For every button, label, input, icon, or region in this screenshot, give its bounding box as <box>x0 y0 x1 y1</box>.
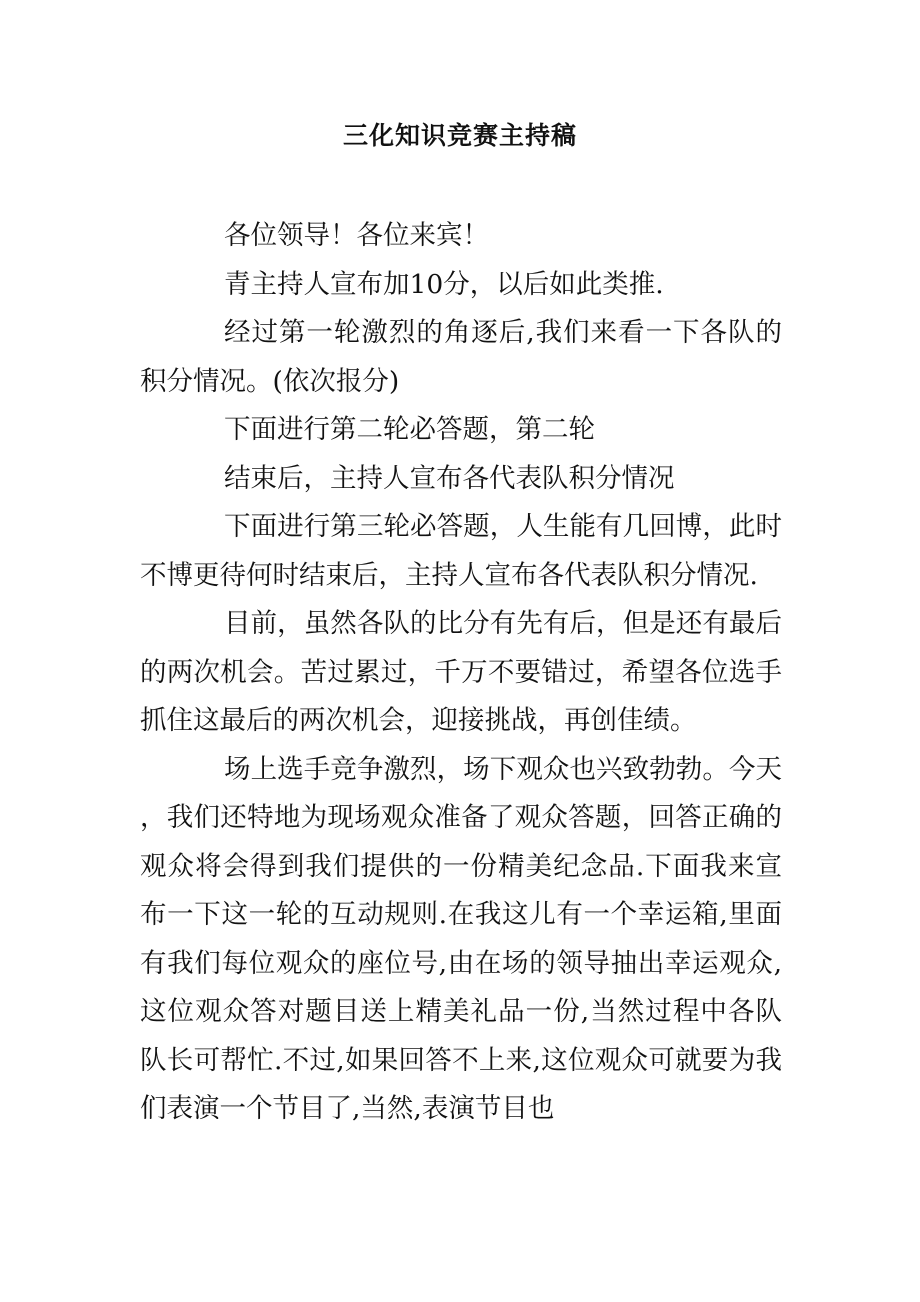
paragraph-round-two: 下面进行第二轮必答题，第二轮 <box>224 414 595 445</box>
document-title: 三化知识竞赛主持稿 <box>342 121 577 150</box>
paragraph-round-three: 下面进行第三轮必答题，人生能有几回博，此时不博更待何时结束后，主持人宣布各代表队积分情况. <box>140 511 782 591</box>
paragraph-greeting: 各位领导！各位来宾！ <box>224 220 489 251</box>
paragraph-round-one-scores: 经过第一轮激烈的角逐后,我们来看一下各队的积分情况。(依次报分) <box>140 317 782 397</box>
paragraph-scoring-rule: 青主持人宣布加10分，以后如此类推. <box>224 268 664 300</box>
paragraph-final-chances: 目前，虽然各队的比分有先有后，但是还有最后的两次机会。苦过累过，千万不要错过，希望各位选手抓住这最后的两次机会，迎接挑战，再创佳绩。 <box>140 608 782 736</box>
paragraph-round-two-result: 结束后，主持人宣布各代表队积分情况 <box>224 462 675 494</box>
paragraph-audience-quiz: 场上选手竞争激烈，场下观众也兴致勃勃。今天，我们还特地为现场观众准备了观众答题，回答正确的观众将会得到我们提供的一份精美纪念品.下面我来宣布一下这一轮的互动规则.在我这儿有一个幸运箱,里面有我们每位观众的座位号,由在场的领导抽出幸运观众,这位观众答对题目送上精美礼品一份,当然过程中各队队长可帮忙.不过,如果回答不上来,这位观众可就要为我们表演一个节目了,当然,表演节目也 <box>140 753 782 1124</box>
document-body <box>140 212 782 1134</box>
